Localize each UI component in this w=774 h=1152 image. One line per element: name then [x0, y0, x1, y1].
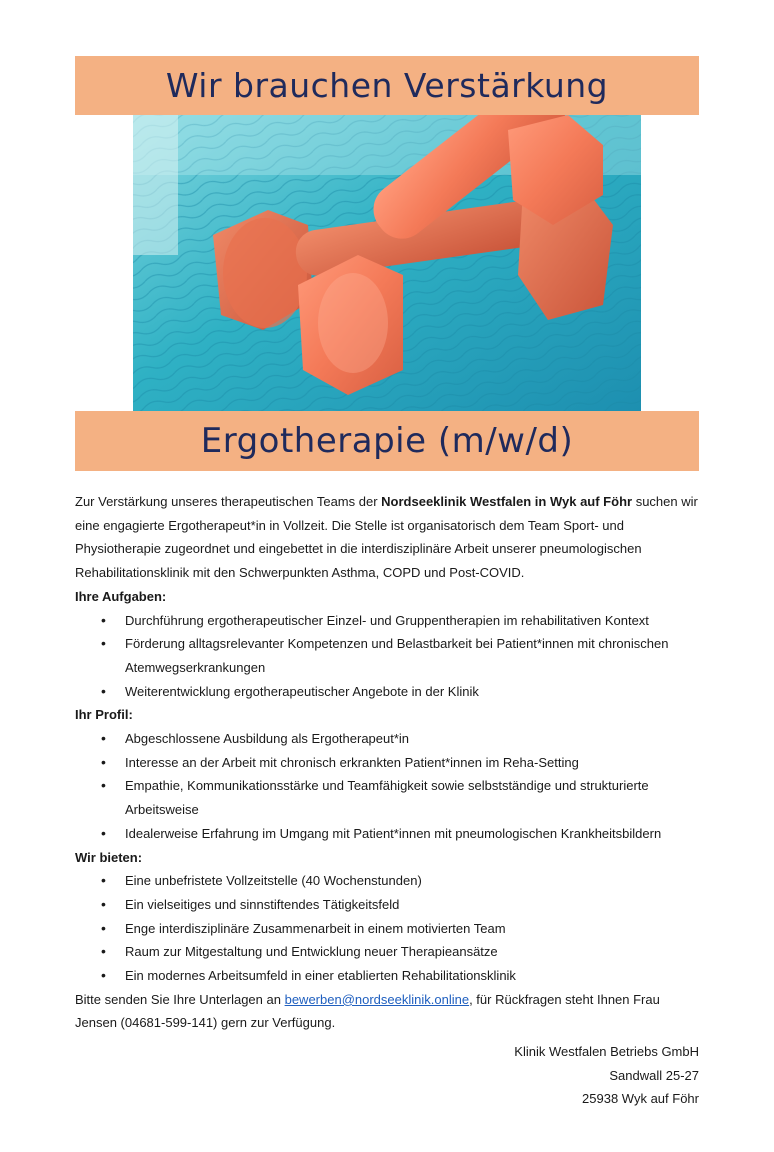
- closing-paragraph: [75, 988, 700, 1035]
- closing-text-2: , für Rückfragen steht Ihnen Frau Jensen (04681-599-141) gern zur Verfügung.: [75, 991, 660, 1031]
- list-item: • Ein vielseitiges und sinnstiftendes Tätigkeitsfeld: [75, 893, 700, 917]
- list-item: • Raum zur Mitgestaltung und Entwicklung neuer Therapieansätze: [75, 940, 700, 964]
- tasks-list: [75, 609, 700, 704]
- email-link[interactable]: bewerben@nordseeklinik.online: [284, 991, 470, 1007]
- page-title: Wir brauchen Verstärkung: [165, 66, 609, 105]
- offer-list: [75, 869, 700, 988]
- list-item: • Enge interdisziplinäre Zusammenarbeit in einem motivierten Team: [75, 917, 700, 941]
- profile-heading: Ihr Profil:: [75, 707, 133, 723]
- company-name: Klinik Westfalen Betriebs GmbH: [514, 1044, 699, 1059]
- offer-heading: Wir bieten:: [75, 849, 143, 865]
- company-address: [514, 1040, 699, 1111]
- list-item: • Ein modernes Arbeitsumfeld in einer etablierten Rehabilitationsklinik: [75, 964, 700, 988]
- list-item: • Eine unbefristete Vollzeitstelle (40 Wochenstunden): [75, 869, 700, 893]
- profile-list: [75, 727, 700, 846]
- clinic-name: Nordseeklinik Westfalen in Wyk auf Föhr: [381, 494, 633, 509]
- intro-text-2: suchen wir eine engagierte Ergotherapeut*in in Vollzeit. Die Stelle ist organisatorisch dem Team Sport- und Physiotherapie zugeordnet und eingebettet in die interdisziplinäre Arbeit unserer pneumologischen Rehabilitationsklinik mit den Schwerpunkten Asthma, COPD und Post-COVID.: [75, 494, 698, 581]
- intro-text-1: Zur Verstärkung unseres therapeutischen Teams der: [75, 494, 382, 509]
- list-item: • Durchführung ergotherapeutischer Einzel- und Gruppentherapien im rehabilitativen Kontext: [75, 609, 700, 633]
- list-item: • Interesse an der Arbeit mit chronisch erkrankten Patient*innen im Reha-Setting: [75, 751, 700, 775]
- intro-paragraph: [75, 490, 700, 585]
- company-city: 25938 Wyk auf Föhr: [582, 1091, 699, 1107]
- job-description: [75, 490, 700, 1035]
- list-item: • Abgeschlossene Ausbildung als Ergotherapeut*in: [75, 727, 700, 751]
- closing-text-1: Bitte senden Sie Ihre Unterlagen an: [75, 991, 285, 1007]
- page-title-banner: [75, 56, 699, 115]
- list-item: • Idealerweise Erfahrung im Umgang mit Patient*innen mit pneumologischen Krankheitsbildern: [75, 822, 700, 846]
- tasks-heading: Ihre Aufgaben:: [75, 588, 167, 604]
- company-street: Sandwall 25-27: [609, 1067, 699, 1083]
- job-title: Ergotherapie (m/w/d): [200, 421, 574, 461]
- job-title-banner: [75, 411, 699, 471]
- list-item: • Förderung alltagsrelevanter Kompetenzen und Belastbarkeit bei Patient*innen mit chronischen Atemwegserkrankungen: [75, 632, 700, 679]
- list-item: • Weiterentwicklung ergotherapeutischer Angebote in der Klinik: [75, 680, 700, 704]
- list-item: • Empathie, Kommunikationsstärke und Teamfähigkeit sowie selbstständige und strukturierte Arbeitsweise: [75, 774, 700, 821]
- dumbbell-photo: [133, 115, 641, 411]
